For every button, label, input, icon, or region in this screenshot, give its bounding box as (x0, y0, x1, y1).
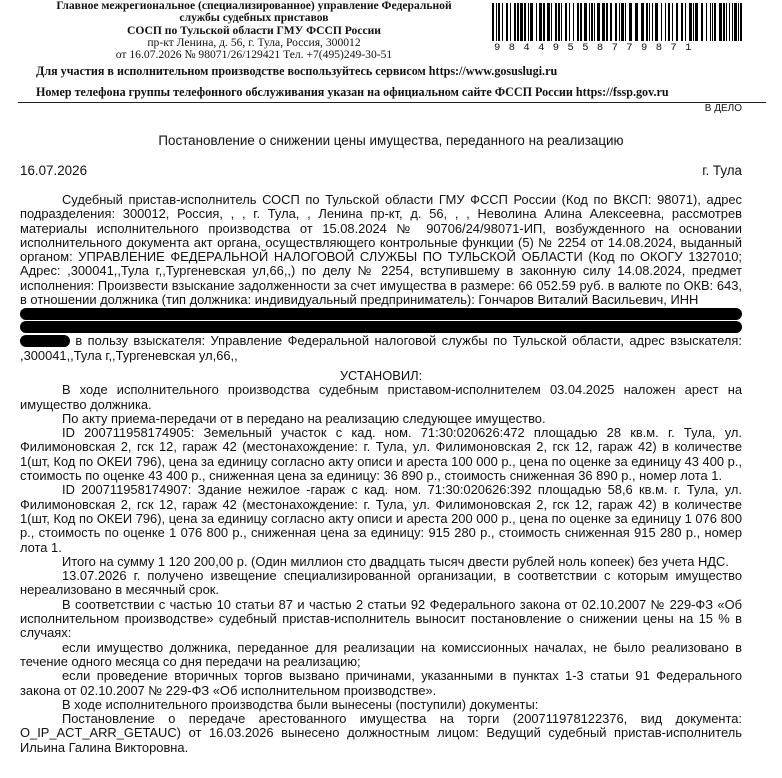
property-item-garage: ID 200711958174907: Здание нежилое -гараж с кад. ном. 71:30:020626:392 площадью 58,6 кв.м. г. Тула, ул. Филимоновская 2, гск 12, гараж 42 (местонахождение: г. Тула, ул. Филимоновская 2, гск 12, гараж 42) в количестве 1(шт, Код по ОКЕИ 796), цена за единицу согласно акту описи и ареста 200 000 р., цена по оценке за единицу 1 076 800 р., стоимость по оценке 1 076 800 р., сниженная цена за единицу: 915 280 р., стоимость сниженная 915 280 р., номер лота 1. (20, 482, 742, 555)
redaction-bar (20, 308, 742, 320)
barcode-number: 98449558779871 (494, 42, 700, 54)
issuer-header (20, 0, 488, 61)
arrest-paragraph: В ходе исполнительного производства судебным приставом-исполнителем 03.04.2025 наложен арест на имущество должника. (20, 382, 742, 412)
established-heading: УСТАНОВИЛ: (339, 367, 423, 383)
case-secondary-auction-paragraph: если проведение вторичных торгов вызвано причинами, указанными в пунктах 1-3 статьи 91 Федерального закона от 02.10.2007 № 229-ФЗ «Об исполнительном производстве». (20, 668, 742, 698)
documents-intro-paragraph: В ходе исполнительного производства были вынесены (поступили) документы: (62, 696, 539, 712)
issuer-org-line3: СОСП по Тульской области ГМУ ФССП России (126, 23, 381, 37)
document-entry-paragraph: Постановление о передаче арестованного имущества на торги (200711978122376, вид документа: O_IP_ACT_ARR_GETAUC) от 16.03.2026 вынесено должностным лицом: Ведущий судебный пристав-исполнитель Ильина Галина Викторовна. (20, 711, 742, 755)
barcode-image (492, 3, 744, 45)
document-date: 16.07.2026 (20, 163, 88, 178)
transfer-paragraph: По акту приема-передачи от в передано на реализацию следующее имущество. (62, 410, 546, 426)
document-body (20, 193, 742, 755)
document-title: Постановление о снижении цены имущества, переданного на реализацию (158, 133, 624, 148)
notice-paragraph: 13.07.2026 г. получено извещение специализированной организации, в соответствии с которым имущество нереализовано в месячный срок. (20, 568, 742, 598)
header-divider (18, 102, 766, 103)
phone-notice: Номер телефона группы телефонного обслуживания указан на официальном сайте ФССП России https://fssp.gov.ru (36, 85, 669, 99)
intro-paragraph: Судебный пристав-исполнитель СОСП по Тульской области ГМУ ФССП России (Код по ВКСП: 98071), адрес подразделения: 300012, Россия, , , г. Тула, , Ленина пр-кт, д. 56, , , Неволина Алина Алексеевна, рассмотрев материалы исполнительного производства от 15.08.2024 № 90706/24/98071-ИП, возбужденного на основании исполнительного документа акт органа, осуществляющего контрольные функции (5) № 2254 от 14.08.2024, выданный органом: УПРАВЛЕНИЕ ФЕДЕРАЛЬНОЙ НАЛОГОВОЙ СЛУЖБЫ ПО ТУЛЬСКОЙ ОБЛАСТИ (Код по ОКОГУ 1327010; Адрес: ,300041,,Тула г,,Тургеневская ул,66,,) по делу № 2254, вступившему в законную силу 14.08.2024, предмет исполнения: Произвести взыскание задолженности за счет имущества в размере: 66 052.59 руб. в валюте по ОКВ: 643, в отношении должника (тип должника: индивидуальный предприниматель): Гончаров Виталий Васильевич, ИНН (20, 192, 742, 308)
intro-tail-paragraph (20, 334, 742, 363)
document-info: от 16.07.2026 № 98071/26/129421 Тел. +7(495)249-30-51 (115, 48, 393, 62)
issuer-org-line2: службы судебных приставов (179, 11, 329, 25)
filing-stamp: В ДЕЛО (704, 103, 742, 114)
property-item-land: ID 200711958174905: Земельный участок с кад. ном. 71:30:020626:472 площадью 28 кв.м. г. Тула, ул. Филимоновская 2, гск 12, гараж 42 (местонахождение: г. Тула, ул. Филимоновская 2, гск 12, гараж 42) в количестве 1(шт, Код по ОКЕИ 796), цена за единицу согласно акту описи и ареста 100 000 р., цена по оценке за единицу 43 400 р., стоимость по оценке 43 400 р., сниженная цена за единицу: 36 890 р., стоимость сниженная 36 890 р., номер лота 1. (20, 425, 742, 484)
document-city: г. Тула (702, 163, 742, 178)
issuer-org-line1: Главное межрегиональное (специализированное) управление Федеральной (56, 0, 452, 12)
intro-tail-text: в пользу взыскателя: Управление Федеральной налоговой службы по Тульской области, адрес взыскателя: ,300041,,Тула г,,Тургеневская ул,66,, (20, 333, 742, 363)
redaction-bar (20, 335, 70, 347)
total-paragraph: Итого на сумму 1 120 200,00 р. (Один миллион сто двадцать тысяч двести рублей ноль копеек) без учета НДС. (62, 553, 729, 569)
issuer-address: пр-кт Ленина, д. 56, г. Тула, Россия, 300012 (147, 35, 361, 49)
law-paragraph: В соответствии с частью 10 статьи 87 и частью 2 статьи 92 Федерального закона от 02.10.2007 № 229-ФЗ «Об исполнительном производстве» судебный пристав-исполнитель выносит постановление о снижении цены на 15 % в случаях: (20, 596, 742, 641)
redaction-bar (20, 321, 742, 333)
gosuslugi-notice: Для участия в исполнительном производстве воспользуйтесь сервисом https://www.gosuslugi.ru (36, 64, 558, 78)
case-commission-paragraph: если имущество должника, переданное для реализации на комиссионных началах, не было реализовано в течение одного месяца со дня передачи на реализацию; (20, 639, 742, 669)
